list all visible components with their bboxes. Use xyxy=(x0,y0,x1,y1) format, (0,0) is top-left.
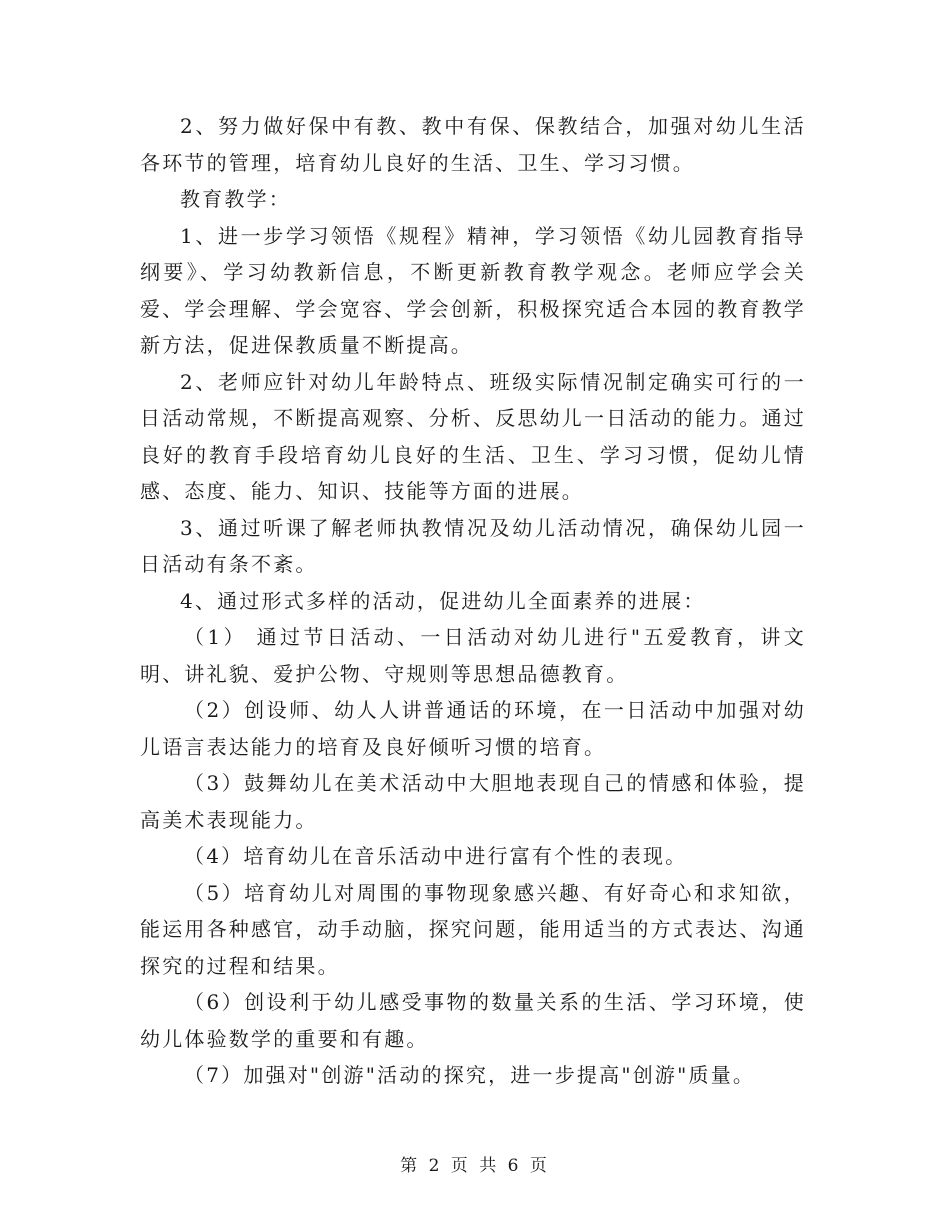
section-heading-teaching: 教育教学： xyxy=(180,187,291,211)
paragraph-lesson-observation: 3、通过听课了解老师执教情况及幼儿活动情况，确保幼儿园一日活动有条不紊。 xyxy=(140,515,806,576)
paragraph-care-education: 2、努力做好保中有教、教中有保、保教结合，加强对幼儿生活各环节的管理，培育幼儿良好的生活、卫生、学习习惯。 xyxy=(140,114,806,175)
paragraph-study-regulations: 1、进一步学习领悟《规程》精神，学习领悟《幼儿园教育指导纲要》、学习幼教新信息，不断更新教育教学观念。老师应学会关爱、学会理解、学会宽容、学会创新，积极探究适合本园的教育教学新方法，促进保教质量不断提高。 xyxy=(140,223,806,357)
list-item-creative-play: （7）加强对"创游"活动的探究，进一步提高"创游"质量。 xyxy=(184,1063,756,1087)
document-body xyxy=(140,108,806,1094)
paragraph-activities-intro: 4、通过形式多样的活动，促进幼儿全面素养的进展： xyxy=(180,588,706,613)
list-item-science: （5）培育幼儿对周围的事物现象感兴趣、有好奇心和求知欲，能运用各种感官，动手动脑，探究问题，能用适当的方式表达、沟通探究的过程和结果。 xyxy=(140,880,806,978)
list-item-mandarin: （2）创设师、幼人人讲普通话的环境，在一日活动中加强对幼儿语言表达能力的培育及良好倾听习惯的培育。 xyxy=(140,698,806,759)
list-item-art: （3）鼓舞幼儿在美术活动中大胆地表现自己的情感和体验，提高美术表现能力。 xyxy=(140,771,806,832)
page-number-footer: 第 2 页 共 6 页 xyxy=(400,1156,550,1176)
list-item-music: （4）培育幼儿在音乐活动中进行富有个性的表现。 xyxy=(184,844,688,868)
paragraph-daily-routine: 2、老师应针对幼儿年龄特点、班级实际情况制定确实可行的一日活动常规，不断提高观察、分析、反思幼儿一日活动的能力。通过良好的教育手段培育幼儿良好的生活、卫生、学习习惯，促幼儿情感、态度、能力、知识、技能等方面的进展。 xyxy=(140,369,806,503)
list-item-math: （6）创设利于幼儿感受事物的数量关系的生活、学习环境，使幼儿体验数学的重要和有趣。 xyxy=(140,990,806,1051)
list-item-moral-education: （1） 通过节日活动、一日活动对幼儿进行"五爱教育，讲文明、讲礼貌、爱护公物、守规则等思想品德教育。 xyxy=(140,625,806,686)
